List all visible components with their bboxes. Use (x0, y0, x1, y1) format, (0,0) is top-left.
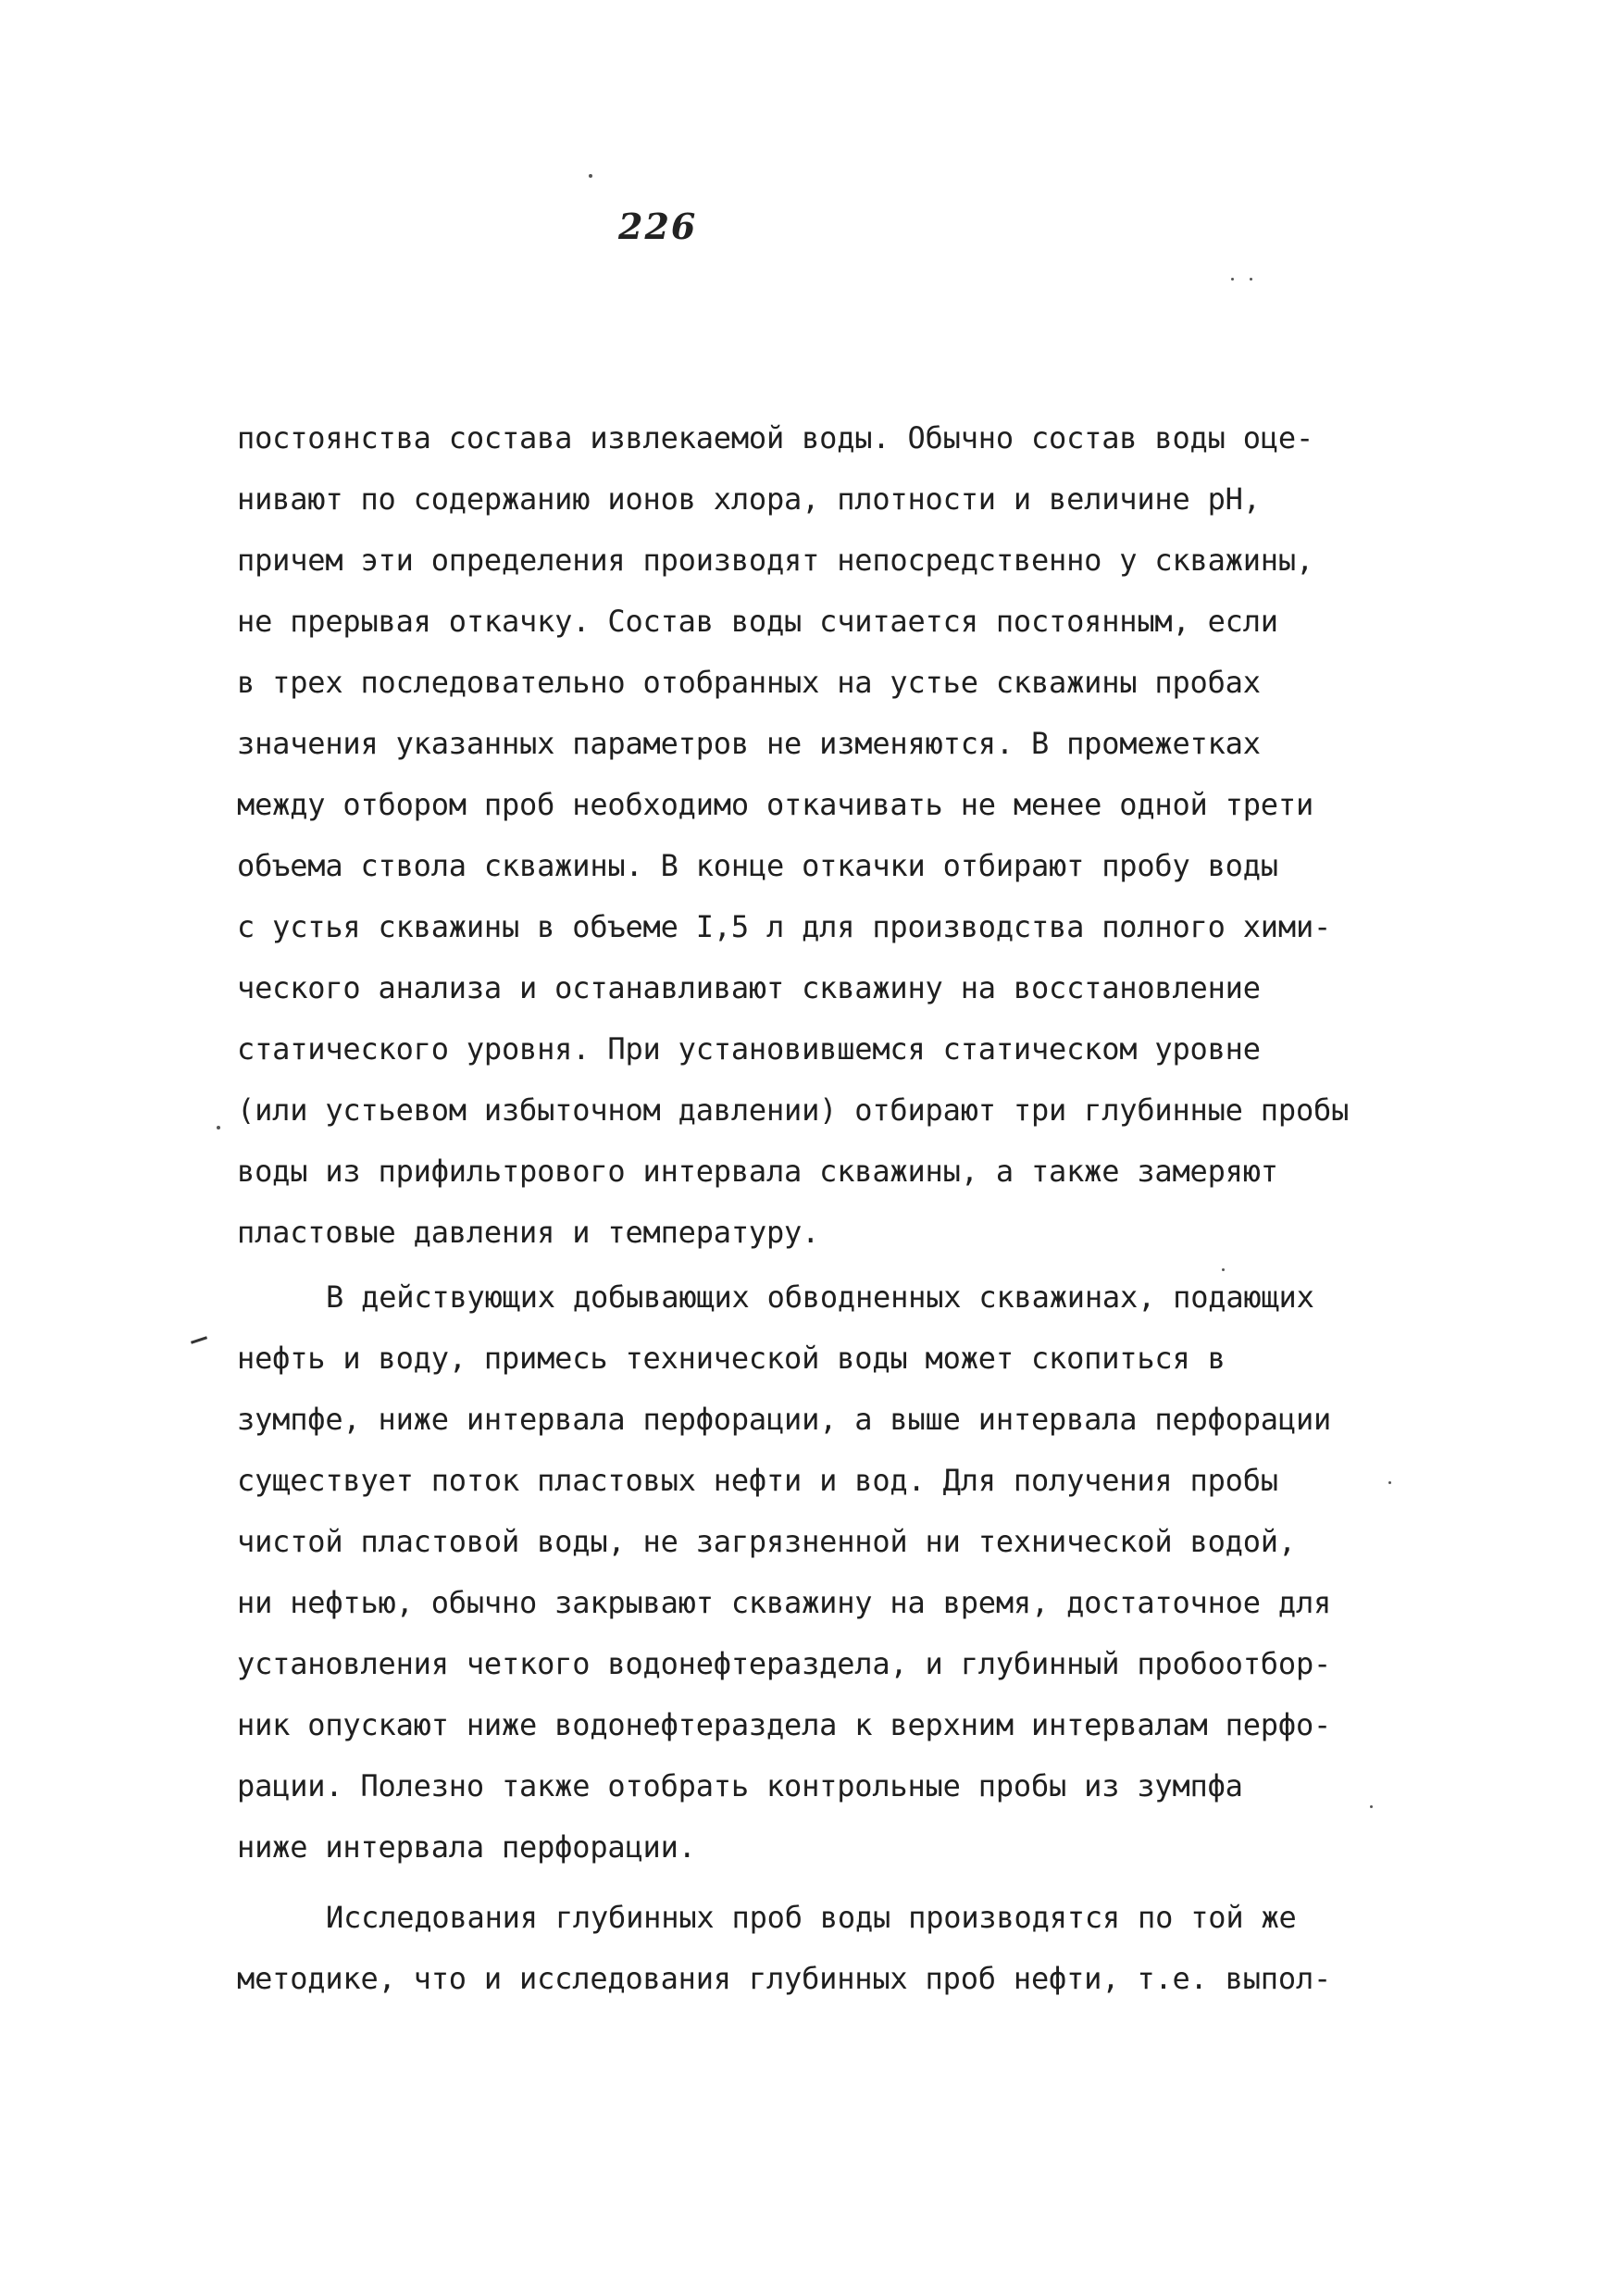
text-line: с устья скважины в объеме I,5 л для производства полного хими- (237, 909, 1332, 944)
paragraph-3 (237, 1887, 1459, 2009)
text-line: установления четкого водонефтераздела, и глубинный пробоотбор- (237, 1646, 1332, 1681)
text-line: нефть и воду, примесь технической воды может скопиться в (237, 1341, 1226, 1376)
text-line: рации. Полезно также отобрать контрольные пробы из зумпфа (237, 1768, 1243, 1803)
text-line: В действующих добывающих обводненных скважинах, подающих (326, 1279, 1314, 1315)
text-line: существует поток пластовых нефти и вод. Для получения пробы (237, 1463, 1278, 1498)
text-line: ческого анализа и останавливают скважину на восстановление (237, 970, 1261, 1005)
text-line: (или устьевом избыточном давлении) отбирают три глубинные пробы (237, 1092, 1350, 1128)
scan-speck (1370, 1805, 1373, 1808)
scan-speck (1231, 278, 1234, 281)
text-line: Исследования глубинных проб воды производятся по той же (326, 1900, 1297, 1935)
text-line: между отбором проб необходимо откачивать не менее одной трети (237, 787, 1314, 822)
scan-speck (1222, 1268, 1225, 1271)
text-line: причем эти определения производят непосредственно у скважины, (237, 543, 1314, 578)
text-line: чистой пластовой воды, не загрязненной ни технической водой, (237, 1524, 1296, 1559)
text-line: воды из прифильтрового интервала скважины, а также замеряют (237, 1154, 1278, 1189)
scan-speck (589, 174, 592, 178)
text-line: пластовые давления и температуру. (237, 1215, 820, 1250)
text-line: ниже интервала перфорации. (237, 1829, 696, 1865)
scan-speck (1250, 278, 1252, 281)
text-line: нивают по содержанию ионов хлора, плотности и величине pH, (237, 481, 1261, 517)
page-number: 226 (618, 206, 698, 247)
text-line: ни нефтью, обычно закрывают скважину на время, достаточное для (237, 1585, 1332, 1620)
scan-speck (217, 1126, 220, 1129)
text-line: объема ствола скважины. В конце откачки отбирают пробу воды (237, 848, 1278, 883)
text-line: постоянства состава извлекаемой воды. Обычно состав воды оце- (237, 420, 1314, 455)
scan-speck (1388, 1481, 1391, 1484)
text-line: значения указанных параметров не изменяются. В промежетках (237, 726, 1261, 761)
text-line: не прерывая откачку. Состав воды считается постоянным, если (237, 604, 1278, 639)
scan-dash (191, 1336, 207, 1343)
text-line: ник опускают ниже водонефтераздела к верхним интервалам перфо- (237, 1707, 1332, 1742)
paragraph-2 (237, 1267, 1459, 1878)
text-line: методике, что и исследования глубинных проб нефти, т.е. выпол- (237, 1961, 1332, 1996)
paragraph-1 (237, 407, 1459, 1263)
text-line: зумпфе, ниже интервала перфорации, а выше интервала перфорации (237, 1402, 1332, 1437)
text-line: в трех последовательно отобранных на устье скважины пробах (237, 665, 1261, 700)
text-line: статического уровня. При установившемся статическом уровне (237, 1031, 1261, 1067)
